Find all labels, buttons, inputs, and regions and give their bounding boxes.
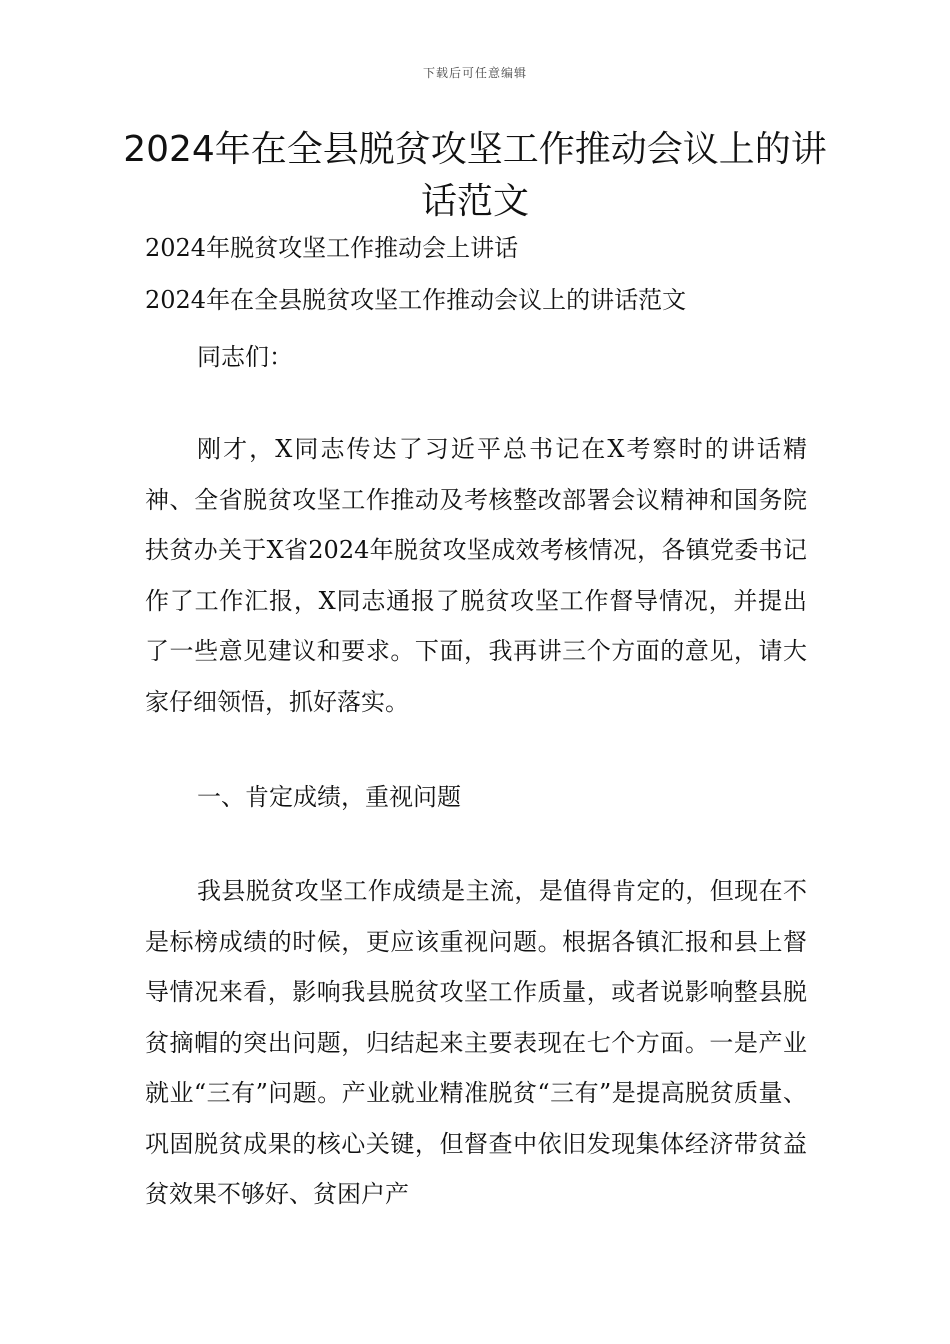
subtitle-1: 2024年脱贫攻坚工作推动会上讲话 <box>145 234 519 262</box>
subtitle-2: 2024年在全县脱贫攻坚工作推动会议上的讲话范文 <box>145 286 687 314</box>
document-title: 2024年在全县脱贫攻坚工作推动会议上的讲话范文 <box>123 129 827 222</box>
paragraph-1: 刚才，X同志传达了习近平总书记在X考察时的讲话精神、全省脱贫攻坚工作推动及考核整改部署会议精神和国务院扶贫办关于X省2024年脱贫攻坚成效考核情况，各镇党委书记作了工作汇报，X同志通报了脱贫攻坚工作督导情况，并提出了一些意见建议和要求。下面，我再讲三个方面的意见，请大家仔细领悟，抓好落实。 <box>145 435 807 716</box>
paragraph-2: 我县脱贫攻坚工作成绩是主流，是值得肯定的，但现在不是标榜成绩的时候，更应该重视问题。根据各镇汇报和县上督导情况来看，影响我县脱贫攻坚工作质量，或者说影响整县脱贫摘帽的突出问题，归结起来主要表现在七个方面。一是产业就业“三有”问题。产业就业精准脱贫“三有”是提高脱贫质量、巩固脱贫成果的核心关键，但督查中依旧发现集体经济带贫益贫效果不够好、贫困户产 <box>145 877 807 1208</box>
header-note: 下载后可任意编辑 <box>422 66 527 80</box>
section-heading: 一、肯定成绩，重视问题 <box>197 783 461 811</box>
greeting: 同志们： <box>197 343 293 371</box>
